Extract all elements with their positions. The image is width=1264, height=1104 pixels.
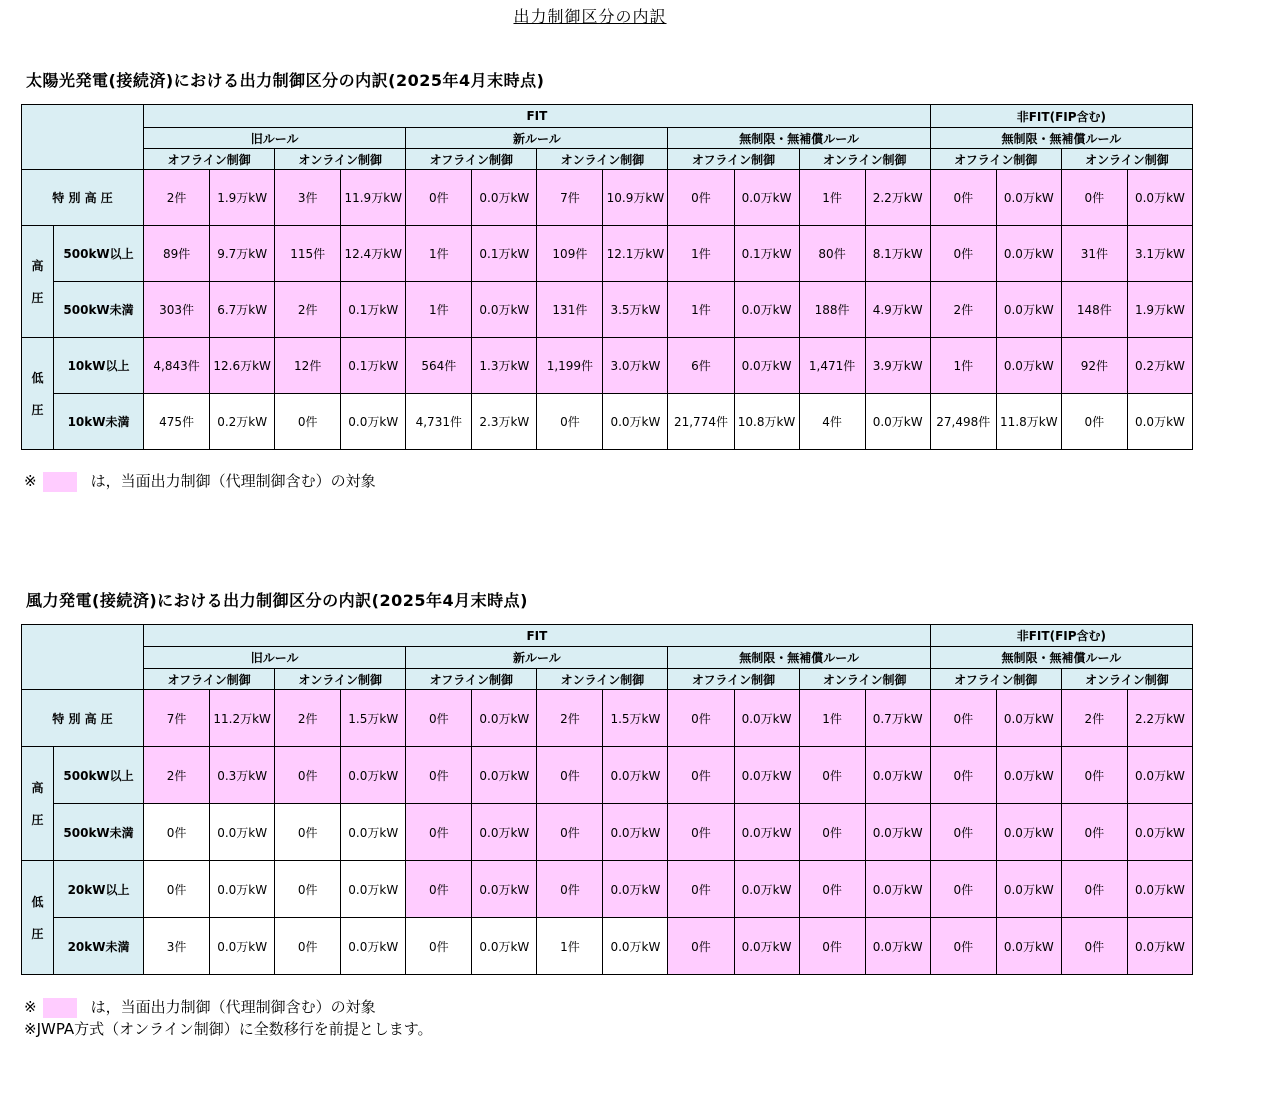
capacity-cell: 0.0万kW: [603, 918, 668, 975]
capacity-cell: 0.1万kW: [472, 226, 537, 282]
count-cell: 475件: [144, 394, 210, 450]
count-cell: 0件: [406, 861, 472, 918]
capacity-cell: 0.0万kW: [865, 861, 930, 918]
capacity-cell: 0.0万kW: [210, 861, 275, 918]
count-cell: 1,471件: [799, 338, 865, 394]
header-corner: [22, 105, 144, 170]
capacity-cell: 0.0万kW: [1127, 918, 1192, 975]
header-online: オンライン制御: [537, 149, 668, 170]
count-cell: 0件: [1061, 747, 1127, 804]
count-cell: 0件: [668, 690, 734, 747]
header-offline: オフライン制御: [406, 669, 537, 690]
capacity-cell: 3.5万kW: [603, 282, 668, 338]
count-cell: 0件: [406, 690, 472, 747]
count-cell: 131件: [537, 282, 603, 338]
capacity-cell: 0.0万kW: [472, 747, 537, 804]
count-cell: 0件: [668, 804, 734, 861]
capacity-cell: 0.0万kW: [996, 918, 1061, 975]
capacity-cell: 0.0万kW: [341, 747, 406, 804]
capacity-cell: 0.0万kW: [603, 804, 668, 861]
count-cell: 0件: [930, 170, 996, 226]
count-cell: 2件: [537, 690, 603, 747]
count-cell: 3件: [275, 170, 341, 226]
row-label-high: 高 圧: [22, 747, 54, 861]
capacity-cell: 0.0万kW: [603, 394, 668, 450]
count-cell: 0件: [537, 861, 603, 918]
row-label-high: 高 圧: [22, 226, 54, 338]
capacity-cell: 1.5万kW: [341, 690, 406, 747]
wind-note-jwpa: ※JWPA方式（オンライン制御）に全数移行を前提とします。: [24, 1020, 433, 1038]
count-cell: 0件: [668, 861, 734, 918]
wind-table: [21, 624, 1193, 975]
count-cell: 1件: [406, 282, 472, 338]
row-label-low-down: 20kW未満: [54, 918, 144, 975]
header-fit: FIT: [144, 105, 931, 128]
count-cell: 0件: [799, 747, 865, 804]
capacity-cell: 0.0万kW: [865, 804, 930, 861]
capacity-cell: 0.0万kW: [472, 690, 537, 747]
count-cell: 0件: [930, 690, 996, 747]
capacity-cell: 11.9万kW: [341, 170, 406, 226]
count-cell: 89件: [144, 226, 210, 282]
capacity-cell: 0.0万kW: [734, 338, 799, 394]
count-cell: 0件: [1061, 804, 1127, 861]
note-mark: ※: [24, 472, 37, 490]
capacity-cell: 0.0万kW: [1127, 804, 1192, 861]
capacity-cell: 0.0万kW: [341, 861, 406, 918]
count-cell: 303件: [144, 282, 210, 338]
count-cell: 0件: [537, 804, 603, 861]
header-offline: オフライン制御: [406, 149, 537, 170]
count-cell: 0件: [275, 918, 341, 975]
count-cell: 188件: [799, 282, 865, 338]
wind-section-title: 風力発電(接続済)における出力制御区分の内訳(2025年4月末時点): [26, 591, 528, 610]
count-cell: 0件: [537, 747, 603, 804]
row-label-low-down: 10kW未満: [54, 394, 144, 450]
capacity-cell: 0.0万kW: [472, 170, 537, 226]
count-cell: 0件: [1061, 394, 1127, 450]
row-label-low-up: 20kW以上: [54, 861, 144, 918]
capacity-cell: 1.3万kW: [472, 338, 537, 394]
count-cell: 80件: [799, 226, 865, 282]
header-online: オンライン制御: [537, 669, 668, 690]
capacity-cell: 0.0万kW: [996, 282, 1061, 338]
target-color-swatch: [43, 998, 77, 1018]
count-cell: 4,843件: [144, 338, 210, 394]
capacity-cell: 8.1万kW: [865, 226, 930, 282]
count-cell: 0件: [537, 394, 603, 450]
count-cell: 21,774件: [668, 394, 734, 450]
count-cell: 2件: [275, 690, 341, 747]
count-cell: 148件: [1061, 282, 1127, 338]
capacity-cell: 0.0万kW: [341, 804, 406, 861]
capacity-cell: 0.1万kW: [734, 226, 799, 282]
capacity-cell: 0.0万kW: [603, 747, 668, 804]
count-cell: 31件: [1061, 226, 1127, 282]
capacity-cell: 2.2万kW: [1127, 690, 1192, 747]
count-cell: 0件: [406, 804, 472, 861]
count-cell: 1件: [799, 690, 865, 747]
count-cell: 0件: [799, 861, 865, 918]
solar-legend-text: は，当面出力制御（代理制御含む）の対象: [90, 472, 376, 490]
count-cell: 0件: [406, 170, 472, 226]
capacity-cell: 12.1万kW: [603, 226, 668, 282]
capacity-cell: 1.9万kW: [1127, 282, 1192, 338]
header-rule-new: 新ルール: [406, 128, 668, 149]
row-label-low: 低 圧: [22, 338, 54, 450]
solar-legend: [24, 470, 376, 492]
row-label-high-500kw-down: 500kW未満: [54, 804, 144, 861]
count-cell: 2件: [144, 747, 210, 804]
header-rule-unlimited-nonfit: 無制限・無補償ルール: [930, 647, 1192, 669]
count-cell: 0件: [1061, 170, 1127, 226]
solar-table: [21, 104, 1193, 450]
count-cell: 0件: [275, 804, 341, 861]
wind-legend-text: は，当面出力制御（代理制御含む）の対象: [90, 998, 376, 1016]
capacity-cell: 0.0万kW: [210, 918, 275, 975]
row-label-special-high: 特 別 高 圧: [22, 170, 144, 226]
capacity-cell: 0.0万kW: [472, 804, 537, 861]
count-cell: 4,731件: [406, 394, 472, 450]
capacity-cell: 0.7万kW: [865, 690, 930, 747]
count-cell: 0件: [668, 747, 734, 804]
count-cell: 2件: [930, 282, 996, 338]
capacity-cell: 0.0万kW: [210, 804, 275, 861]
page-title: 出力制御区分の内訳: [513, 7, 667, 26]
capacity-cell: 0.0万kW: [865, 394, 930, 450]
count-cell: 2件: [1061, 690, 1127, 747]
count-cell: 0件: [406, 918, 472, 975]
header-offline: オフライン制御: [668, 669, 799, 690]
capacity-cell: 3.9万kW: [865, 338, 930, 394]
count-cell: 6件: [668, 338, 734, 394]
solar-section-title: 太陽光発電(接続済)における出力制御区分の内訳(2025年4月末時点): [26, 71, 545, 90]
count-cell: 0件: [930, 918, 996, 975]
count-cell: 0件: [275, 747, 341, 804]
count-cell: 0件: [668, 918, 734, 975]
count-cell: 1件: [668, 282, 734, 338]
capacity-cell: 0.0万kW: [472, 282, 537, 338]
target-color-swatch: [43, 472, 77, 492]
header-offline: オフライン制御: [144, 669, 275, 690]
count-cell: 7件: [537, 170, 603, 226]
header-offline: オフライン制御: [668, 149, 799, 170]
capacity-cell: 0.0万kW: [734, 282, 799, 338]
capacity-cell: 10.9万kW: [603, 170, 668, 226]
capacity-cell: 4.9万kW: [865, 282, 930, 338]
header-rule-old: 旧ルール: [144, 647, 406, 669]
capacity-cell: 0.0万kW: [734, 861, 799, 918]
header-online: オンライン制御: [799, 669, 930, 690]
capacity-cell: 12.4万kW: [341, 226, 406, 282]
capacity-cell: 1.5万kW: [603, 690, 668, 747]
header-rule-unlimited: 無制限・無補償ルール: [668, 128, 930, 149]
count-cell: 12件: [275, 338, 341, 394]
count-cell: 109件: [537, 226, 603, 282]
count-cell: 564件: [406, 338, 472, 394]
header-online: オンライン制御: [1061, 669, 1192, 690]
count-cell: 0件: [930, 226, 996, 282]
header-online: オンライン制御: [1061, 149, 1192, 170]
row-label-high-500kw-down: 500kW未満: [54, 282, 144, 338]
count-cell: 0件: [275, 394, 341, 450]
capacity-cell: 0.0万kW: [472, 918, 537, 975]
header-online: オンライン制御: [275, 669, 406, 690]
capacity-cell: 0.0万kW: [996, 747, 1061, 804]
header-rule-old: 旧ルール: [144, 128, 406, 149]
capacity-cell: 0.0万kW: [865, 918, 930, 975]
header-rule-unlimited-nonfit: 無制限・無補償ルール: [930, 128, 1192, 149]
capacity-cell: 3.1万kW: [1127, 226, 1192, 282]
count-cell: 0件: [144, 804, 210, 861]
count-cell: 0件: [930, 861, 996, 918]
capacity-cell: 0.0万kW: [734, 170, 799, 226]
capacity-cell: 0.0万kW: [996, 861, 1061, 918]
count-cell: 115件: [275, 226, 341, 282]
count-cell: 2件: [275, 282, 341, 338]
capacity-cell: 0.0万kW: [996, 338, 1061, 394]
capacity-cell: 0.0万kW: [996, 170, 1061, 226]
count-cell: 0件: [799, 918, 865, 975]
header-rule-new: 新ルール: [406, 647, 668, 669]
header-rule-unlimited: 無制限・無補償ルール: [668, 647, 930, 669]
header-online: オンライン制御: [275, 149, 406, 170]
capacity-cell: 0.0万kW: [996, 226, 1061, 282]
capacity-cell: 0.0万kW: [341, 918, 406, 975]
count-cell: 3件: [144, 918, 210, 975]
row-label-low-up: 10kW以上: [54, 338, 144, 394]
count-cell: 2件: [144, 170, 210, 226]
row-label-high-500kw-up: 500kW以上: [54, 747, 144, 804]
count-cell: 0件: [668, 170, 734, 226]
count-cell: 0件: [930, 804, 996, 861]
capacity-cell: 0.0万kW: [1127, 861, 1192, 918]
row-label-high-500kw-up: 500kW以上: [54, 226, 144, 282]
count-cell: 0件: [406, 747, 472, 804]
count-cell: 0件: [275, 861, 341, 918]
capacity-cell: 0.0万kW: [603, 861, 668, 918]
capacity-cell: 11.8万kW: [996, 394, 1061, 450]
count-cell: 27,498件: [930, 394, 996, 450]
count-cell: 1件: [406, 226, 472, 282]
note-mark: ※: [24, 998, 37, 1016]
count-cell: 4件: [799, 394, 865, 450]
capacity-cell: 0.0万kW: [734, 918, 799, 975]
capacity-cell: 2.2万kW: [865, 170, 930, 226]
header-nonfit: 非FIT(FIP含む): [930, 625, 1192, 647]
count-cell: 1件: [668, 226, 734, 282]
capacity-cell: 0.0万kW: [865, 747, 930, 804]
capacity-cell: 0.2万kW: [1127, 338, 1192, 394]
count-cell: 0件: [144, 861, 210, 918]
capacity-cell: 10.8万kW: [734, 394, 799, 450]
capacity-cell: 0.0万kW: [734, 804, 799, 861]
capacity-cell: 1.9万kW: [210, 170, 275, 226]
capacity-cell: 0.2万kW: [210, 394, 275, 450]
count-cell: 0件: [930, 747, 996, 804]
capacity-cell: 0.0万kW: [996, 690, 1061, 747]
header-offline: オフライン制御: [144, 149, 275, 170]
capacity-cell: 0.0万kW: [734, 747, 799, 804]
capacity-cell: 0.0万kW: [472, 861, 537, 918]
count-cell: 1件: [537, 918, 603, 975]
capacity-cell: 0.1万kW: [341, 282, 406, 338]
count-cell: 0件: [1061, 918, 1127, 975]
capacity-cell: 2.3万kW: [472, 394, 537, 450]
capacity-cell: 0.0万kW: [1127, 170, 1192, 226]
count-cell: 1,199件: [537, 338, 603, 394]
header-fit: FIT: [144, 625, 931, 647]
capacity-cell: 0.1万kW: [341, 338, 406, 394]
count-cell: 92件: [1061, 338, 1127, 394]
capacity-cell: 0.0万kW: [1127, 747, 1192, 804]
capacity-cell: 9.7万kW: [210, 226, 275, 282]
capacity-cell: 0.0万kW: [734, 690, 799, 747]
capacity-cell: 3.0万kW: [603, 338, 668, 394]
capacity-cell: 6.7万kW: [210, 282, 275, 338]
count-cell: 0件: [1061, 861, 1127, 918]
row-label-low: 低 圧: [22, 861, 54, 975]
header-online: オンライン制御: [799, 149, 930, 170]
capacity-cell: 0.0万kW: [996, 804, 1061, 861]
capacity-cell: 0.0万kW: [1127, 394, 1192, 450]
header-corner: [22, 625, 144, 690]
header-offline: オフライン制御: [930, 149, 1061, 170]
count-cell: 7件: [144, 690, 210, 747]
capacity-cell: 0.0万kW: [341, 394, 406, 450]
row-label-special-high: 特 別 高 圧: [22, 690, 144, 747]
header-offline: オフライン制御: [930, 669, 1061, 690]
header-nonfit: 非FIT(FIP含む): [930, 105, 1192, 128]
capacity-cell: 0.3万kW: [210, 747, 275, 804]
capacity-cell: 11.2万kW: [210, 690, 275, 747]
count-cell: 1件: [799, 170, 865, 226]
wind-legend: [24, 996, 433, 1040]
count-cell: 1件: [930, 338, 996, 394]
capacity-cell: 12.6万kW: [210, 338, 275, 394]
count-cell: 0件: [799, 804, 865, 861]
